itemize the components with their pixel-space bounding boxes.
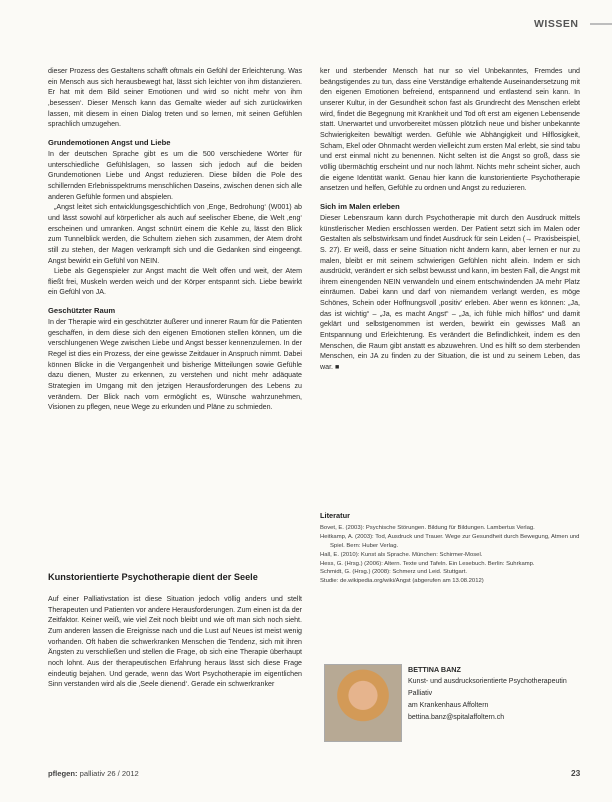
paragraph-right-1: ker und sterbender Mensch hat nur so viel Unbekanntes, Fremdes und beängstigendes zu tun, dass eine Verständige erhaltende Auseinandersetzung mit den eigenen Emotionen befreiend, entspannend und entlastend sein kann. In unserer Kultur, in der Gesundheit schon fast als Grundrecht des Menschen erlebt wird, findet die Begegnung mit Krankheit und Tod oft erst am eigenen Lebensende statt. Unerwartet und unvorbereitet müssen plötzlich neue und bisher unbekannte Schwierigkeiten bewältigt werden. Gefühle wie Abhängigkeit und Hilflosigkeit, Scham, Ekel oder Ohnmacht werden vielleicht zum ersten Mal erlebt, sie sind tabu und erst einmal nicht zu benennen. Nicht selten ist die Angst so groß, dass sie völlig übermächtig erscheint und nur noch lähmt. Nichts mehr scheint sicher, auch die eigene Identität wankt. Genau hier kann die kunstorientierte Psychotherapie ansetzen und helfen, Gefühle zu ordnen und Angst zu reduzieren. [320, 67, 580, 193]
paragraph-palliativ: Auf einer Palliativstation ist diese Situation jedoch völlig anders und stellt Therapeuten und Patienten vor andere Herausforderungen. Zum einen ist da der Zeitfaktor. Keiner weiß, wie viel Zeit noch bleibt und wie oft man sich noch sieht. Zum anderen lassen die Ereignisse nach und die Lust auf Neues ist meist wenig vorhanden. Oft haben die schwerkranken Menschen die Tendenz, sich mit ihren Ängsten zu verschließen und stellen die Frage, ob sich eine Therapie überhaupt noch lohnt. Aus der therapeutischen Erfahrung heraus lässt sich diese Frage eindeutig bejahen. Und gerade, wenn das Wort Psychotherapie im eigentlichen Sinn verstanden wird als die ‚Seele dienend‘. Gerade ein schwerkranker [48, 595, 302, 689]
magazine-subtitle: palliativ [79, 769, 105, 778]
paragraph-right-2: Dieser Lebensraum kann durch Psychotherapie mit durch den Ausdruck mittels künstlerischer Medien erschlossen werden. Der Patient setzt sich im Malen oder Gestalten als selbstwirksam und findet Ausdruck für sein Leiden (→ Praxisbeispiel, S. 27). Er weiß, dass er seine Situation nicht ändern kann, aber lernen er nur zu malen, bleibt er mit seinem schwierigen Gefühlen nicht allein. Indem er sich ausdrückt, verändert er sich selbst bewusst und kann, im besten Fall, die Angst mit ihrem einengenden NEIN verwandeln und einem entschwindenden JA mehr Platz einräumen. Dabei kann und darf von niemandem verlangt werden, es möge Schönes, Schein oder Hoffnungsvoll ‚positiv‘ erleben. Aber wenn es können: „Ja, das ist wichtig“ – „Ja, es macht Angst“ – „Ja, ich fühle mich hilflos“ und damit geklärt und selbstgenommen ist werden, bewirkt ein gewisses Maß an Entspannung und Erleichterung. Es verändert die Befindlichkeit, indem es den Menschen, die Raum gibt anstatt es abzuwehren. Und es hilft so dem sterbenden Menschen, ein JA zu finden zu der Situation, die ist und zu seinem Leben, das war. ■ [320, 213, 580, 372]
literature-item: Studie: de.wikipedia.org/wiki/Angst (abgerufen am 13.08.2012) [320, 578, 484, 585]
paragraph-geschuetzter-raum: In der Therapie wird ein geschützter äußerer und innerer Raum für die Patienten geschaffen, in dem diese sich den eigenen Emotionen stellen können, um die verschlungenen Wege zwischen Liebe und Angst besser kennenzulernen. In der Regel ist dies ein Prozess, der eine gewisse Zeitdauer in Anspruch nimmt. Dabei können Blicke in die Vergangenheit und bisherige Mitteilungen sowie Gefühle dazu dienen, Muster zu erkennen, zu verstehen und nicht mehr adäquate Strategien im Umgang mit den jetzigen Herausforderungen des Lebens zu verändern. Der Blick nach vorn ermöglicht es, Wünsche wahrzunehmen, Visionen zu pflegen, neue Wege zu erkunden und Pläne zu schmieden. [48, 318, 302, 412]
heading-grundemotionen: Grundemotionen Angst und Liebe [48, 137, 171, 147]
magazine-issue: 26 / 2012 [107, 769, 139, 778]
section-label-text: WISSEN [534, 18, 579, 30]
heading-malen: Sich im Malen erleben [320, 201, 400, 211]
literature-item: Bovet, E. (2003): Psychische Störungen. Bildung für Bildungen. Lambertus Verlag. [320, 524, 535, 531]
literature-title: Literatur [320, 511, 350, 520]
literature-item: Hall, E. (2010): Kunst als Sprache. München: Schirmer-Mosel. [320, 551, 483, 558]
author-info [408, 664, 588, 724]
footer-publication [48, 769, 139, 778]
paragraph-grundemotionen-3: Liebe als Gegenspieler zur Angst macht die Welt offen und weit, der Atem fließt frei, Muskeln werden weich und der Körper entspannt sich. Liebe bewirkt ein Gefühl von JA. [48, 267, 302, 297]
magazine-name: pflegen: [48, 769, 78, 778]
literature-item: Schmidt, G. (Hrsg.) (2008): Schmerz und Leid. Stuttgart. [320, 569, 467, 576]
page-number: 23 [571, 768, 581, 778]
paragraph-grundemotionen-2: „Angst leitet sich entwicklungsgeschichtlich von ‚Enge, Bedrohung‘ (W001) ab und lässt sowohl auf körperlicher als auch auf seelischer Ebene, die Welt ‚eng‘ erscheinen und umranken. Angst schnürt einem die Kehle zu, lässt den Blick zum Tunnelblick werden, die Schultern ziehen sich zusammen, der Atem droht still zu stehen, der Magen verkrampft sich und die Gedanken sind eingeengt. Angst bewirkt ein Gefühl von NEIN. [48, 203, 302, 265]
literature-item: Heitkamp, A. (2003): Tod, Ausdruck und Trauer. Wege zur Gesundheit durch Bewegung, Atmen und Spiel. Bern: Huber Verlag. [320, 533, 580, 549]
bottom-left-column [48, 594, 302, 690]
big-heading: Kunstorientierte Psychotherapie dient der Seele [48, 572, 258, 582]
author-email: bettina.banz@spitalaffoltern.ch [408, 714, 505, 721]
heading-geschuetzter-raum: Geschützter Raum [48, 306, 116, 316]
author-role: Kunst- und ausdrucksorientierte Psychotherapeutin Palliativ [408, 678, 567, 697]
paragraph-grundemotionen-1: In der deutschen Sprache gibt es um die 500 verschiedene Wörter für unterschiedliche Gefühlslagen, so lassen sich jedoch auf die beiden Grundemotionen Liebe und Angst reduzieren. Diese bilden die Pole des schillernden Erlebnisspektrums menschlichen Daseins, zwischen denen sich alle anderen Gefühle formen und abspielen. [48, 149, 302, 201]
author-org: am Krankenhaus Affoltern [408, 702, 489, 709]
section-label [520, 14, 612, 34]
intro-paragraph: dieser Prozess des Gestaltens schafft oftmals ein Gefühl der Erleichterung. Was ein Mensch aus sich herausbewegt hat, lässt sich leichter von ihm distanzieren. Er hat mit dem Bild seiner Emotionen und wird so nicht mehr von ihm ‚besessen‘. Dieser Mensch kann das Gemalte wieder auf sich zurückwirken lassen, mit diesem in einen Dialog treten und so lernen, mit seinen Gefühlen sprachlich umzugehen. [48, 67, 302, 129]
literature-item: Hess, G. (Hrsg.) (2006): Altern. Texte und Tafeln. Ein Lesebuch. Berlin: Suhrkamp. [320, 560, 535, 567]
right-column [320, 66, 580, 373]
left-column [48, 66, 302, 413]
author-photo [324, 664, 402, 742]
literature-block [320, 512, 580, 586]
author-name: BETTINA BANZ [408, 665, 461, 674]
